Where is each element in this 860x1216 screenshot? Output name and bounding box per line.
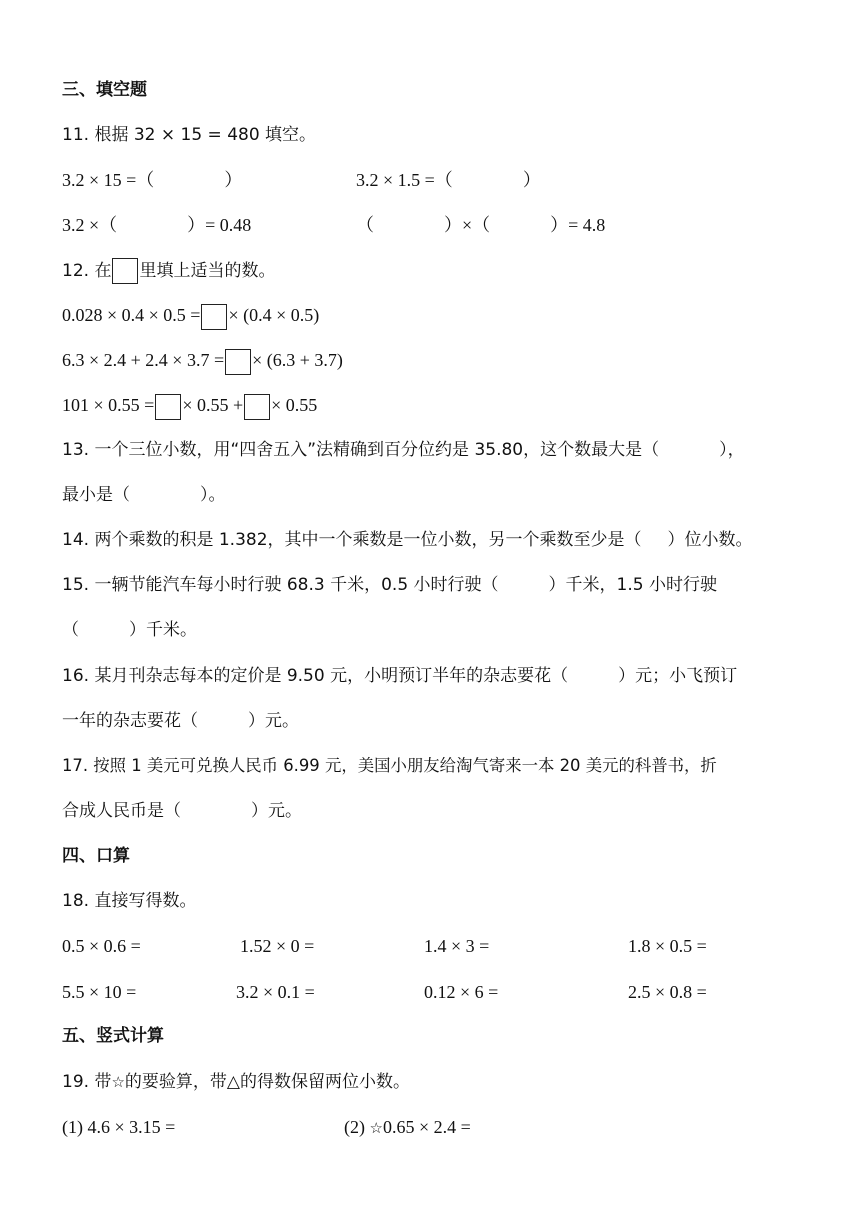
q12-l3-c: × 0.55 [271, 395, 318, 415]
q19-b: 的要验算，带△的得数保留两位小数。 [124, 1072, 410, 1092]
q12-l3-a: 101 × 0.55 = [62, 395, 155, 415]
q11-line-d [356, 213, 605, 237]
q17-l2-a: 合成人民币是（ [62, 801, 181, 821]
answer-box [112, 258, 138, 284]
q13-l1-a: 13. 一个三位小数，用“四舍五入”法精确到百分位约是 35.80，这个数最大是（ [62, 440, 660, 460]
q16-line-2 [62, 709, 299, 733]
q15-l1-a: 15. 一辆节能汽车每小时行驶 68.3 千米，0.5 小时行驶（ [62, 575, 499, 595]
answer-box[interactable] [155, 394, 181, 420]
q12-stem [62, 258, 275, 284]
calc-item: 2.5 × 0.8 = [628, 982, 707, 1002]
q19-p2-b: 0.65 × 2.4 = [382, 1117, 471, 1137]
section-3-heading: 三、填空题 [62, 80, 147, 100]
q12-l1-b: × (0.4 × 0.5) [228, 305, 320, 325]
calc-item: 0.12 × 6 = [424, 982, 499, 1002]
q14-b: ）位小数。 [667, 530, 753, 550]
q11-a-close: ） [224, 170, 243, 190]
q11-d1: （ [356, 215, 374, 235]
q18-stem: 18. 直接写得数。 [62, 891, 197, 911]
q11-b-close: ） [522, 170, 541, 190]
q11-d3: ）= 4.8 [550, 215, 606, 235]
q12-stem-a: 12. 在 [62, 261, 112, 281]
section-4-heading: 四、口算 [62, 846, 130, 866]
q19-a: 19. 带 [62, 1072, 112, 1092]
q12-l2-a: 6.3 × 2.4 + 2.4 × 3.7 = [62, 350, 225, 370]
calc-item: 1.4 × 3 = [424, 936, 490, 956]
answer-box[interactable] [244, 394, 270, 420]
q17-line-1: 17. 按照 1 美元可兑换人民币 6.99 元，美国小朋友给淘气寄来一本 20 美元的科普书，折 [62, 756, 717, 775]
q12-line-2 [62, 348, 343, 375]
q13-line-2 [62, 483, 226, 507]
calc-item: 1.8 × 0.5 = [628, 936, 707, 956]
q15-l2-b: ）千米。 [129, 620, 197, 640]
q11-line-b [356, 168, 541, 192]
q11-b-expr: 3.2 × 1.5 =（ [356, 170, 453, 190]
q13-l2-b: ）。 [200, 485, 226, 505]
q11-a-expr: 3.2 × 15 =（ [62, 170, 155, 190]
answer-box[interactable] [201, 304, 227, 330]
q14-line [62, 528, 753, 552]
q13-line-1 [62, 438, 745, 462]
q11-d2: ）×（ [444, 215, 491, 235]
q16-l1-a: 16. 某月刊杂志每本的定价是 9.50 元，小明预订半年的杂志要花（ [62, 666, 569, 686]
q12-l1-a: 0.028 × 0.4 × 0.5 = [62, 305, 201, 325]
q15-l1-b: ）千米，1.5 小时行驶 [548, 575, 717, 595]
q12-line-3 [62, 393, 317, 420]
q19-p2-a: (2) [344, 1117, 370, 1137]
q17-line-2 [62, 799, 302, 823]
calc-item: 1.52 × 0 = [240, 936, 315, 956]
q11-line-c [62, 213, 251, 237]
q12-l2-b: × (6.3 + 3.7) [252, 350, 343, 370]
q14-a: 14. 两个乘数的积是 1.382，其中一个乘数是一位小数，另一个乘数至少是（ [62, 530, 642, 550]
calc-item: 0.5 × 0.6 = [62, 936, 141, 956]
q11-c1: 3.2 ×（ [62, 215, 118, 235]
q11-stem: 11. 根据 32 × 15 = 480 填空。 [62, 125, 317, 145]
q16-l2-a: 一年的杂志要花（ [62, 711, 198, 731]
q19-problem-2 [344, 1115, 471, 1141]
q15-line-2 [62, 618, 197, 642]
q16-l2-b: ）元。 [248, 711, 299, 731]
q12-line-1 [62, 303, 319, 330]
q16-line-1 [62, 664, 737, 688]
star-icon: ☆ [111, 1073, 125, 1091]
q15-l2-a: （ [62, 620, 79, 640]
q19-stem [62, 1070, 410, 1094]
q13-l1-b: ）， [719, 440, 745, 460]
q17-l2-b: ）元。 [251, 801, 302, 821]
q11-line-a [62, 168, 242, 192]
star-icon: ☆ [369, 1121, 383, 1137]
q16-l1-b: ）元；小飞预订 [618, 666, 738, 686]
q12-stem-b: 里填上适当的数。 [139, 261, 276, 281]
q13-l2-a: 最小是（ [62, 485, 130, 505]
q19-problem-1: (1) 4.6 × 3.15 = [62, 1117, 176, 1137]
q15-line-1 [62, 573, 717, 597]
section-5-heading: 五、竖式计算 [62, 1026, 164, 1046]
q11-c2: ）= 0.48 [187, 215, 252, 235]
answer-box[interactable] [225, 349, 251, 375]
calc-item: 3.2 × 0.1 = [236, 982, 315, 1002]
calc-item: 5.5 × 10 = [62, 982, 137, 1002]
q12-l3-b: × 0.55 + [182, 395, 244, 415]
